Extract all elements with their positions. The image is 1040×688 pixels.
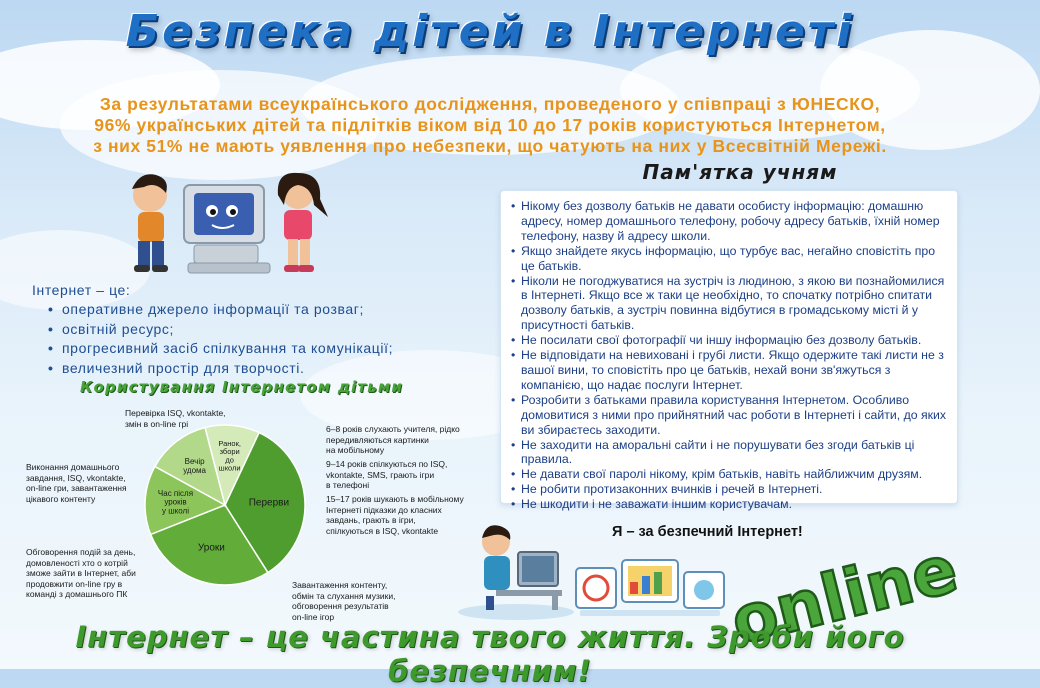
intro-line: 96% українських дітей та підлітків віком від 10 до 17 років користуються Інтернетом,: [94, 115, 886, 135]
slogan: Я – за безпечний Інтернет!: [612, 524, 803, 540]
annotation-left-top: Виконання домашнього завдання, ISQ, vkontakte, on-line гри, завантаження цікавого контенту: [26, 462, 127, 504]
internet-list: [46, 300, 393, 378]
gadgets-illustration: [570, 550, 730, 620]
memo-item: • Не заходити на аморальні сайти і не порушувати без згоди батьків ці правила.: [511, 438, 947, 468]
intro-text: [40, 94, 940, 157]
internet-heading: Інтернет – це:: [32, 282, 131, 298]
kids-computer-illustration: [122, 165, 332, 280]
pie-label: Вечір удома: [183, 457, 207, 476]
annotation-top: Перевірка ISQ, vkontakte, змін в on-line грі: [125, 408, 226, 429]
online-logo-text: online: [723, 530, 965, 661]
intro-line: з них 51% не мають уявлення про небезпеки, що чатують на них у Всесвітній Мережі.: [93, 136, 887, 156]
memo-item: • Не посилати свої фотографії чи іншу інформацію без дозволу батьків.: [511, 333, 947, 348]
memo-item: • Якщо знайдете якусь інформацію, що турбує вас, негайно сповістіть про це батьків.: [511, 244, 947, 274]
intro-line: За результатами всеукраїнського дослідження, проведеного у співпраці з ЮНЕСКО,: [99, 94, 881, 114]
annotation-right-1: 6–8 років слухають учителя, рідко передивляються картинки на мобільному: [326, 424, 460, 455]
memo-item: • Не робити протизаконних вчинків і речей в Інтернеті.: [511, 482, 947, 497]
memo-item: • Нікому без дозволу батьків не давати особисту інформацію: домашню адресу, номер домашнього телефону, робочу адресу батьків, їхній номер телефону, назву й адресу школи.: [511, 199, 947, 244]
pie-label: Перерви: [248, 497, 290, 509]
internet-item: • прогресивний засіб спілкування та комунікації;: [46, 339, 393, 359]
annotation-right-3: 15–17 років шукають в мобільному Інтернеті підказки до класних завдань, грають в ігри, спілкуються в ISQ, vkontakte: [326, 494, 464, 536]
annotation-bottom: Завантаження контенту, обмін та слухання музики, обговорення результатів on-line ігор: [292, 580, 396, 622]
internet-item: • оперативне джерело інформації та розваг;: [46, 300, 393, 320]
chart-title: Користування Інтернетом дітьми: [80, 378, 404, 396]
memo-title: Пам'ятка учням: [642, 160, 838, 184]
annotation-right-2: 9–14 років спілкуються по ISQ, vkontakte, SMS, грають ігри в телефоні: [326, 459, 448, 490]
pie-label: Уроки: [197, 542, 225, 554]
online-logo: [722, 528, 980, 661]
memo-item: • Розробити з батьками правила користування Інтернетом. Особливо домовитися з ними про прийнятний час роботи в Інтернеті і сайти, до яких ви збираєтесь заходити.: [511, 393, 947, 438]
memo-item: • Не шкодити і не заважати іншим користувачам.: [511, 497, 947, 512]
memo-panel: [500, 190, 958, 512]
memo-item: • Ніколи не погоджуватися на зустріч із людиною, з якою ви познайомилися в Інтернеті. Якщо все ж таки це необхідно, то спочатку потрібно спитати дозволу батьків, а зустріч повинна відбутися в громадському місті й у присутності батьків.: [511, 274, 947, 334]
internet-item: • величезний простір для творчості.: [46, 359, 393, 379]
poster-title: Безпека дітей в Інтернеті: [125, 6, 855, 57]
internet-item: • освітній ресурс;: [46, 320, 393, 340]
pie-label: Ранок, збори до школи: [218, 438, 241, 473]
boy-at-computer-illustration: [456, 512, 576, 622]
memo-item: • Не давати свої паролі нікому, крім батьків, навіть найближчим друзям.: [511, 467, 947, 482]
pie-label: Час після уроків у школі: [157, 488, 194, 516]
memo-item: • Не відповідати на невиховані і грубі листи. Якщо одержите такі листи не з вашої вини, то сповістіть про це батьків, нехай вони зв'яжуться з компанією, що надає послуги Інтернет.: [511, 348, 947, 393]
memo-list: [511, 199, 947, 512]
bottom-slogan: Інтернет – це частина твого життя. Зроби його безпечним!: [75, 620, 905, 688]
annotation-left-bottom: Обговорення подій за день, домовленості хто о котрій зможе зайти в Інтернет, аби продовжити on-line гру в команді з домашнього ПК: [26, 547, 136, 599]
